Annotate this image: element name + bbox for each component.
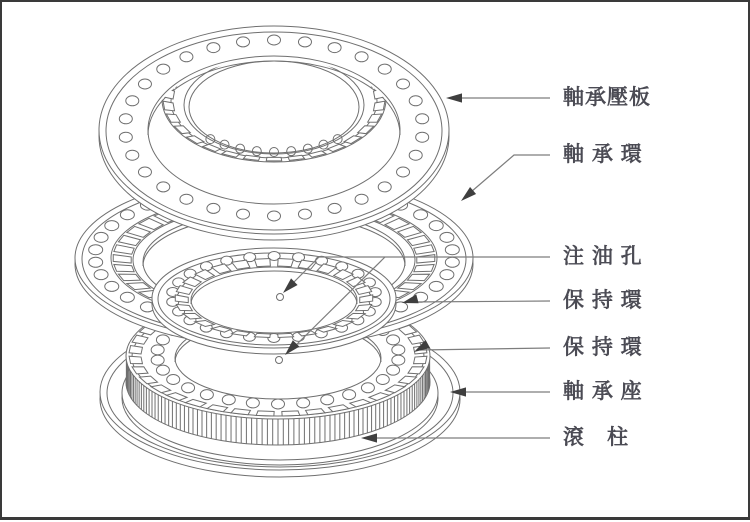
label-retainer-ring-upper: 保 持 環 bbox=[563, 289, 643, 312]
label-bearing-pressure-plate: 軸承壓板 bbox=[563, 86, 651, 109]
label-oil-injection-hole: 注 油 孔 bbox=[563, 245, 643, 268]
retainer-ring-upper bbox=[152, 248, 396, 354]
label-retainer-ring-lower: 保 持 環 bbox=[563, 336, 643, 359]
label-bearing-seat: 軸 承 座 bbox=[563, 380, 643, 403]
label-bearing-ring: 軸 承 環 bbox=[563, 143, 643, 166]
label-roller: 滾 柱 bbox=[563, 426, 629, 449]
bearing-pressure-plate bbox=[99, 26, 449, 240]
